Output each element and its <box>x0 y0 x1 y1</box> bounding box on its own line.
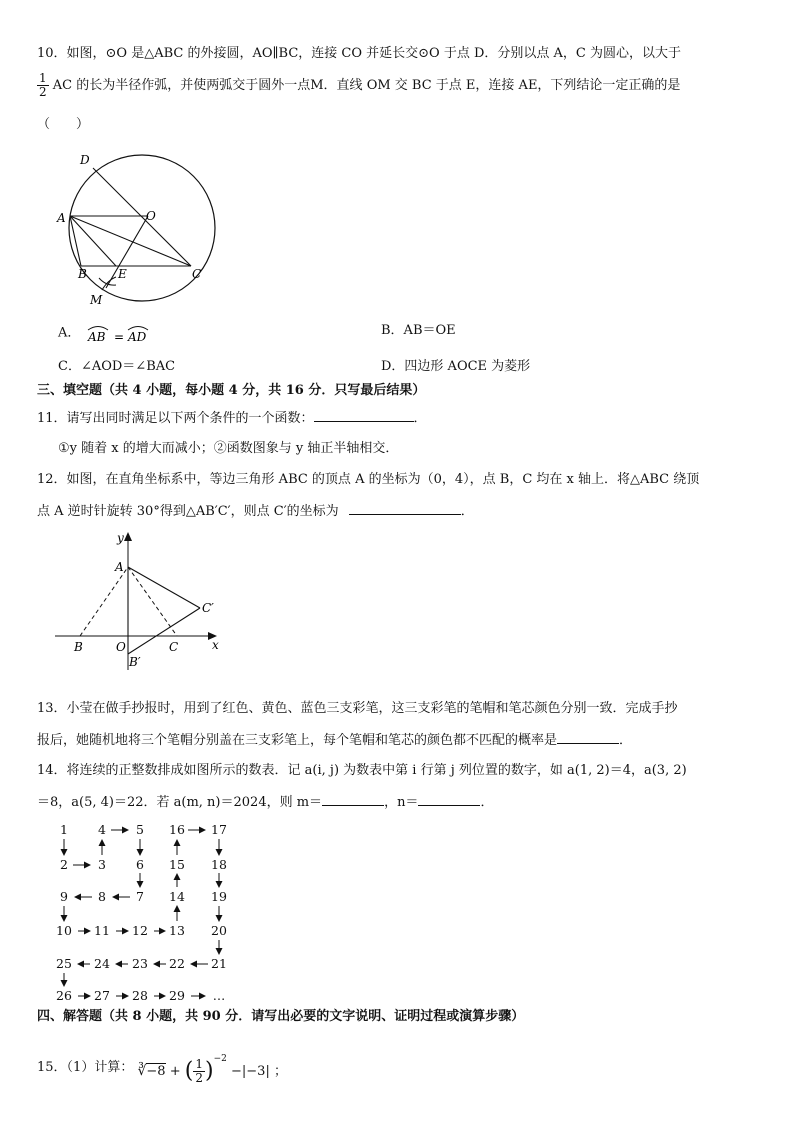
num-8: 8 <box>98 889 106 904</box>
q10-line3: （ ） <box>37 117 90 132</box>
num-22: 22 <box>169 956 185 971</box>
q14-line1: 14．将连续的正整数排成如图所示的数表．记 a(i, j) 为数表中第 i 行第 j 列位置的数字，如 a(1, 2)＝4，a(3, 2) <box>37 763 687 778</box>
label-C-prime: C′ <box>202 601 214 615</box>
q15-line1: 15．（1）计算： ∛−8 + ( $\frac{1}{2}$ )$^{-2}$ −|−3| ； <box>37 1050 287 1085</box>
axis-label-y: y <box>117 531 124 545</box>
q11-answer-blank[interactable] <box>314 409 414 422</box>
num-1: 1 <box>60 822 68 837</box>
num-29: 29 <box>169 988 185 1003</box>
num-19: 19 <box>211 889 227 904</box>
q10-line2-wrap <box>37 72 680 99</box>
q14-line2: ＝8，a(5, 4)＝22．若 a(m, n)＝2024，则 m＝ ，n＝ ． <box>37 795 494 810</box>
label-O: O <box>146 209 156 223</box>
num-2: 2 <box>60 857 68 872</box>
q14-m-blank[interactable] <box>322 793 384 806</box>
num-4: 4 <box>98 822 106 837</box>
q12-line1: 12．如图，在直角坐标系中，等边三角形 ABC 的顶点 A 的坐标为（0，4），点 B，C 均在 x 轴上．将△ABC 绕顶 <box>37 472 700 487</box>
q10-line2: AC 的长为半径作弧，并使两弧交于圆外一点M．直线 OM 交 BC 于点 E，连接 AE，下列结论一定正确的是 <box>52 78 681 93</box>
label-B: B <box>78 267 87 281</box>
svg-text:AD: AD <box>127 330 146 344</box>
num-6: 6 <box>136 857 144 872</box>
q10-option-c[interactable]: C．∠AOD＝∠BAC <box>58 359 176 374</box>
label-A: A <box>115 560 124 574</box>
num-5: 5 <box>136 822 144 837</box>
num-18: 18 <box>211 857 227 872</box>
q10-circle-figure <box>50 140 230 310</box>
num-12: 12 <box>132 923 148 938</box>
q13-line1: 13．小莹在做手抄报时，用到了红色、黄色、蓝色三支彩笔，这三支彩笔的笔帽和笔芯颜色分别一致．完成手抄 <box>37 701 678 716</box>
axis-label-x: x <box>212 638 219 652</box>
q14-number-table <box>50 815 250 1005</box>
label-D: D <box>80 153 90 167</box>
num-13: 13 <box>169 923 185 938</box>
num-16: 16 <box>169 822 185 837</box>
num-9: 9 <box>60 889 68 904</box>
q15-expression: ∛−8 + ( $\frac{1}{2}$ )$^{-2}$ −|−3| ； <box>137 1054 287 1085</box>
svg-text:AB: AB <box>87 330 106 344</box>
label-B-prime: B′ <box>129 655 141 669</box>
q12-line2: 点 A 逆时针旋转 30°得到△AB′C′，则点 C′的坐标为 ． <box>37 504 474 519</box>
table-arrows <box>64 830 219 996</box>
section-3-heading: 三、填空题（共 4 小题，每小题 4 分，共 16 分．只写最后结果） <box>37 383 426 398</box>
num-23: 23 <box>132 956 148 971</box>
num-21: 21 <box>211 956 227 971</box>
num-11: 11 <box>94 923 110 938</box>
q12-answer-blank[interactable] <box>349 502 461 515</box>
num-14: 14 <box>169 889 185 904</box>
num-20: 20 <box>211 923 227 938</box>
q10-option-d[interactable]: D．四边形 AOCE 为菱形 <box>381 359 531 374</box>
label-M: M <box>90 293 103 307</box>
q13-line2: 报后，她随机地将三个笔帽分别盖在三支彩笔上，每个笔帽和笔芯的颜色都不匹配的概率是 ． <box>37 733 633 748</box>
q14-n-blank[interactable] <box>418 793 480 806</box>
num-7: 7 <box>136 889 144 904</box>
q13-answer-blank[interactable] <box>557 731 619 744</box>
num-27: 27 <box>94 988 110 1003</box>
q11-line1: 11．请写出同时满足以下两个条件的一个函数： ． <box>37 411 427 426</box>
num-17: 17 <box>211 822 227 837</box>
label-E: E <box>118 267 127 281</box>
q12-coordinate-figure <box>55 530 230 670</box>
label-O: O <box>116 640 126 654</box>
label-B: B <box>74 640 83 654</box>
q10-line1: 10．如图，⊙O 是△ABC 的外接圆，AO∥BC，连接 CO 并延长交⊙O 于点 D．分别以点 A，C 为圆心，以大于 <box>37 46 681 61</box>
svg-text:=: = <box>113 330 124 344</box>
q10-option-b[interactable]: B．AB＝OE <box>381 323 456 338</box>
num-25: 25 <box>56 956 72 971</box>
q11-line2: ①y 随着 x 的增大而减小；②函数图象与 y 轴正半轴相交． <box>58 441 399 456</box>
num-10: 10 <box>56 923 72 938</box>
num-28: 28 <box>132 988 148 1003</box>
q10-option-a[interactable]: A． AB = AD <box>58 322 151 344</box>
num-3: 3 <box>98 857 106 872</box>
section-4-heading: 四、解答题（共 8 小题，共 90 分．请写出必要的文字说明、证明过程或演算步骤） <box>37 1009 525 1024</box>
ellipsis: … <box>212 988 226 1003</box>
label-C: C <box>192 267 202 281</box>
num-24: 24 <box>94 956 110 971</box>
num-26: 26 <box>56 988 72 1003</box>
arc-equation-icon <box>85 322 151 344</box>
num-15: 15 <box>169 857 185 872</box>
label-A: A <box>57 211 66 225</box>
label-C: C <box>169 640 179 654</box>
fraction-half: $\frac{1}{2}$ <box>39 71 47 99</box>
